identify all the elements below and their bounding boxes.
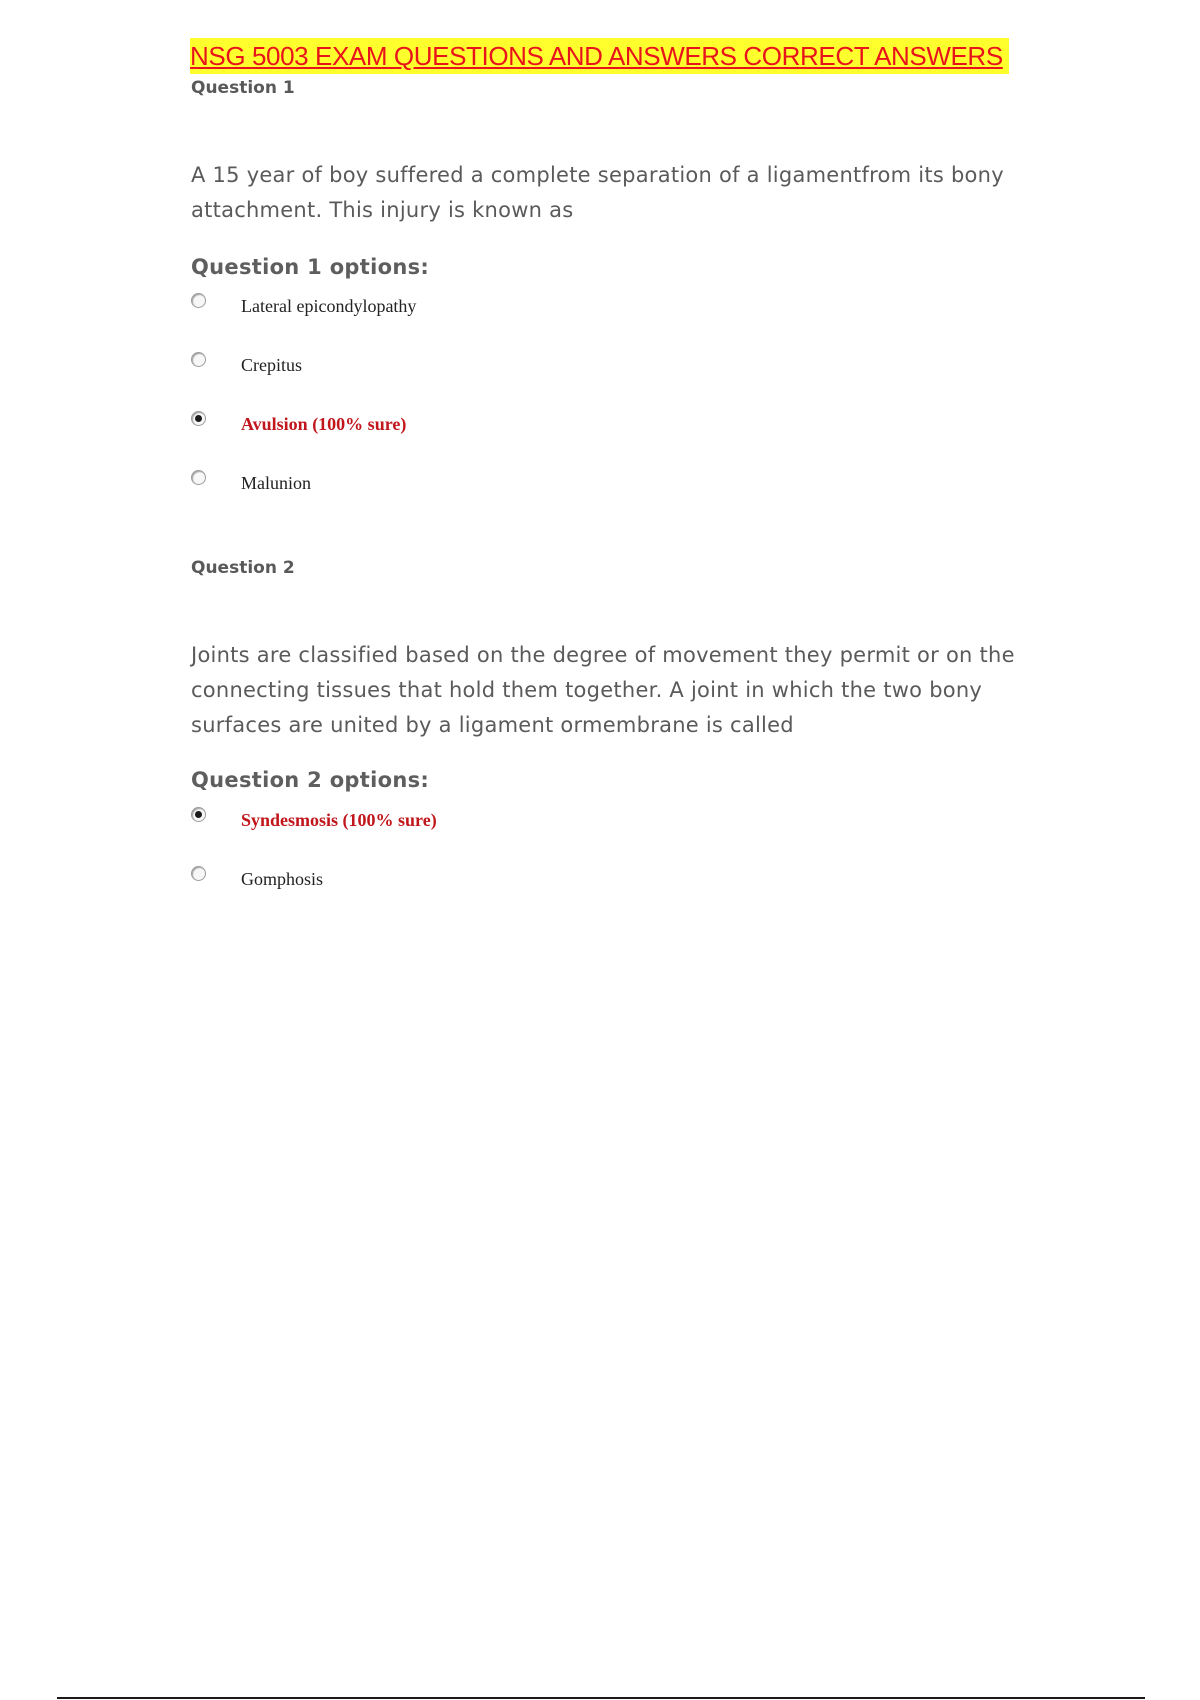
- option-label: Malunion: [241, 472, 311, 493]
- radio-button[interactable]: [191, 352, 206, 367]
- option-crepitus[interactable]: [191, 349, 302, 375]
- page-bottom-rule: [57, 1697, 1145, 1699]
- option-avulsion[interactable]: [191, 408, 406, 434]
- correct-option-label: Syndesmosis (100% sure): [241, 809, 437, 830]
- radio-button[interactable]: [191, 866, 206, 881]
- question-heading: Question 1: [191, 78, 295, 98]
- option-malunion[interactable]: [191, 467, 311, 493]
- radio-button[interactable]: [191, 293, 206, 308]
- options-heading: Question 2 options:: [191, 768, 430, 792]
- document-title: NSG 5003 EXAM QUESTIONS AND ANSWERS CORRECT ANSWERS: [190, 38, 1009, 74]
- radio-button-selected[interactable]: [191, 411, 206, 426]
- option-label: Gomphosis: [241, 868, 324, 889]
- question-text: A 15 year of boy suffered a complete separation of a ligamentfrom its bony attachment. This injury is known as: [191, 163, 1004, 222]
- option-gomphosis[interactable]: [191, 863, 323, 889]
- correct-option-label: Avulsion (100% sure): [241, 413, 407, 434]
- option-lateral-epicondylopathy[interactable]: [191, 290, 416, 316]
- question-heading: Question 2: [191, 558, 295, 578]
- option-label: Lateral epicondylopathy: [241, 295, 417, 316]
- radio-button-selected[interactable]: [191, 807, 206, 822]
- radio-button[interactable]: [191, 470, 206, 485]
- option-syndesmosis[interactable]: [191, 804, 437, 830]
- option-label: Crepitus: [241, 354, 302, 375]
- options-heading: Question 1 options:: [191, 255, 430, 279]
- question-text: Joints are classified based on the degree of movement they permit or on the connecting tissues that hold them together. A joint in which the two bony surfaces are united by a ligament ormembrane is called: [191, 643, 1015, 737]
